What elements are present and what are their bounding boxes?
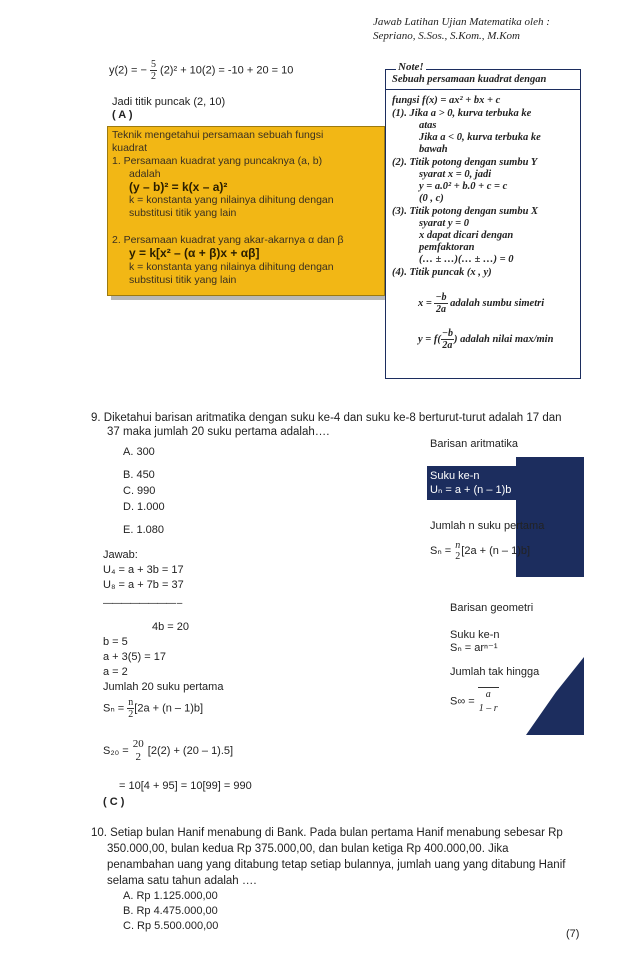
geo-title: Barisan geometri: [450, 602, 534, 614]
formula-y-fraction: [441, 328, 454, 351]
technique-line-2: kuadrat: [112, 142, 148, 154]
q9-b-value: b = 5: [103, 636, 128, 648]
q9-option-d: D. 1.000: [123, 501, 165, 513]
note-line-9: y = a.0² + b.0 + c = c: [419, 181, 508, 192]
technique-line-1: Teknik mengetahui persamaan sebuah fungsi: [112, 129, 324, 141]
note-formula-x: [418, 292, 544, 315]
note-divider: [386, 89, 580, 90]
note-line-3: (1). Jika a > 0, kurva terbuka ke: [392, 108, 532, 119]
note-title: Note!: [398, 61, 424, 73]
geo-sinf-den: 1 – r: [478, 703, 498, 714]
note-formula-y: [418, 328, 553, 351]
header-line-1: Jawab Latihan Ujian Matematika oleh :: [373, 16, 550, 28]
sn-post: [2a + (n – 1)b]: [134, 702, 204, 715]
s20-fraction: [132, 738, 145, 764]
arith-sn-pre: Sₙ =: [430, 544, 452, 557]
vertex-form-equation: (y – b)² = k(x – a)²: [129, 180, 228, 194]
technique-line-3: 1. Persamaan kuadrat yang puncaknya (a, b): [112, 155, 323, 167]
note-line-4: atas: [419, 120, 437, 131]
geo-line-3: Jumlah tak hingga: [450, 666, 540, 678]
peak-text: Jadi titik puncak (2, 10): [112, 96, 226, 108]
arith-sn-num: n: [455, 540, 461, 551]
header-line-2: Sepriano, S.Sos., S.Kom., M.Kom: [373, 30, 520, 42]
note-box: [385, 61, 581, 379]
q9-4b: 4b = 20: [152, 621, 190, 633]
q9-substitute: a + 3(5) = 17: [103, 651, 166, 663]
formula-y-den: 2a: [442, 340, 453, 351]
technique-line-9: substitusi titik yang lain: [129, 274, 237, 286]
q10-line-2: 350.000,00, bulan kedua Rp 375.000,00, dan bulan ketiga Rp 400.000,00. Jika: [107, 843, 509, 855]
q9-answer: ( C ): [103, 796, 125, 808]
arith-un-formula: Uₙ = a + (n – 1)b: [430, 484, 512, 496]
q10-option-b: B. Rp 4.475.000,00: [123, 905, 218, 917]
arith-sn-den: 2: [455, 551, 461, 562]
q10-option-c: C. Rp 5.500.000,00: [123, 920, 219, 932]
arith-sn-post: [2a + (n – 1)b]: [461, 544, 531, 557]
note-line-11: (3). Titik potong dengan sumbu X: [392, 206, 539, 217]
q9-jawab: Jawab:: [103, 549, 138, 561]
q10-line-4: selama satu tahun adalah ….: [107, 875, 257, 887]
q9-sn-formula: [103, 697, 203, 720]
technique-line-8: k = konstanta yang nilainya dihitung dengan: [129, 261, 334, 273]
note-line-8: syarat x = 0, jadi: [419, 169, 492, 180]
y2-prefix: y(2) = −: [109, 64, 147, 77]
s20-post: [2(2) + (20 – 1).5]: [147, 744, 234, 757]
geo-sinf-pre: S∞ =: [450, 695, 475, 708]
note-line-2: fungsi f(x) = ax² + bx + c: [392, 95, 501, 106]
q9-result: = 10[4 + 95] = 10[99] = 990: [119, 780, 252, 792]
note-line-1: Sebuah persamaan kuadrat dengan: [392, 74, 547, 85]
geo-sinf-formula: [450, 687, 499, 716]
q9-u8: U₈ = a + 7b = 37: [103, 579, 184, 591]
formula-x-post: adalah sumbu simetri: [450, 297, 545, 309]
q9-option-c: C. 990: [123, 485, 156, 497]
q9-sum20-label: Jumlah 20 suku pertama: [103, 681, 224, 693]
sn-pre: Sₙ =: [103, 702, 125, 715]
q9-option-b: B. 450: [123, 469, 155, 481]
arith-title: Barisan aritmatika: [430, 438, 519, 450]
note-line-5: Jika a < 0, kurva terbuka ke: [419, 132, 541, 143]
formula-x-fraction: [434, 292, 447, 315]
y2-frac-num: 5: [150, 59, 156, 70]
note-line-6: bawah: [419, 144, 448, 155]
q9-subtract-rule: ———————— –: [103, 598, 182, 609]
geo-sn-formula: Sₙ = arⁿ⁻¹: [450, 642, 498, 654]
answer-a: ( A ): [112, 109, 133, 121]
geo-sinf-num: a: [478, 687, 499, 702]
roots-form-equation: y = k[x² – (α + β)x + αβ]: [129, 246, 260, 260]
note-line-10: (0 , c): [419, 193, 444, 204]
s20-den: 2: [135, 751, 141, 763]
q9-option-a: A. 300: [123, 446, 155, 458]
technique-line-6: substitusi titik yang lain: [129, 207, 237, 219]
s20-pre: S₂₀ =: [103, 744, 129, 757]
technique-line-5: k = konstanta yang nilainya dihitung dengan: [129, 194, 334, 206]
sn-num: n: [128, 697, 134, 708]
q10-option-a: A. Rp 1.125.000,00: [123, 890, 218, 902]
y2-equation: [109, 59, 293, 82]
q10-line-3: penambahan uang yang ditabung tetap setiap bulannya, jumlah uang yang ditabung Hanif: [107, 859, 566, 871]
arith-line-1: Suku ke-n: [430, 470, 480, 482]
geo-sinf-fraction: [478, 687, 499, 716]
q9-a-value: a = 2: [103, 666, 128, 678]
note-line-15: (… ± …)(… ± …) = 0: [419, 254, 514, 265]
formula-y-post: ) adalah nilai max/min: [453, 333, 554, 345]
sn-den: 2: [128, 709, 134, 720]
arith-line-3: Jumlah n suku pertama: [430, 520, 545, 532]
page-number: (7): [566, 928, 580, 940]
q10-line-1: 10. Setiap bulan Hanif menabung di Bank. Pada bulan pertama Hanif menabung sebesar Rp: [91, 827, 563, 839]
technique-line-7: 2. Persamaan kuadrat yang akar-akarnya α dan β: [112, 234, 344, 246]
note-line-16: (4). Titik puncak (x , y): [392, 267, 492, 278]
y2-rest: (2)² + 10(2) = -10 + 20 = 10: [160, 64, 294, 77]
formula-y-pre: y = f(: [418, 333, 441, 345]
formula-y-num: −b: [441, 328, 453, 339]
y2-frac-den: 2: [150, 71, 156, 82]
technique-line-4: adalah: [129, 168, 161, 180]
formula-x-pre: x =: [418, 297, 432, 309]
note-line-12: syarat y = 0: [419, 218, 470, 229]
q9-line-2: 37 maka jumlah 20 suku pertama adalah….: [107, 426, 330, 438]
note-line-7: (2). Titik potong dengan sumbu Y: [392, 157, 538, 168]
formula-x-num: −b: [435, 292, 447, 303]
formula-x-den: 2a: [436, 304, 447, 315]
note-line-14: pemfaktoran: [419, 242, 475, 253]
arith-sn-formula: [430, 540, 530, 562]
q9-u4: U₄ = a + 3b = 17: [103, 564, 184, 576]
technique-box: [107, 126, 385, 296]
geo-line-1: Suku ke-n: [450, 629, 500, 641]
q9-s20-formula: [103, 738, 233, 764]
s20-num: 20: [132, 738, 144, 750]
q9-line-1: 9. Diketahui barisan aritmatika dengan suku ke-4 dan suku ke-8 berturut-turut adalah 17 dan: [91, 412, 562, 424]
note-line-13: x dapat dicari dengan: [419, 230, 514, 241]
q9-option-e: E. 1.080: [123, 524, 164, 536]
y2-fraction: [150, 59, 157, 82]
